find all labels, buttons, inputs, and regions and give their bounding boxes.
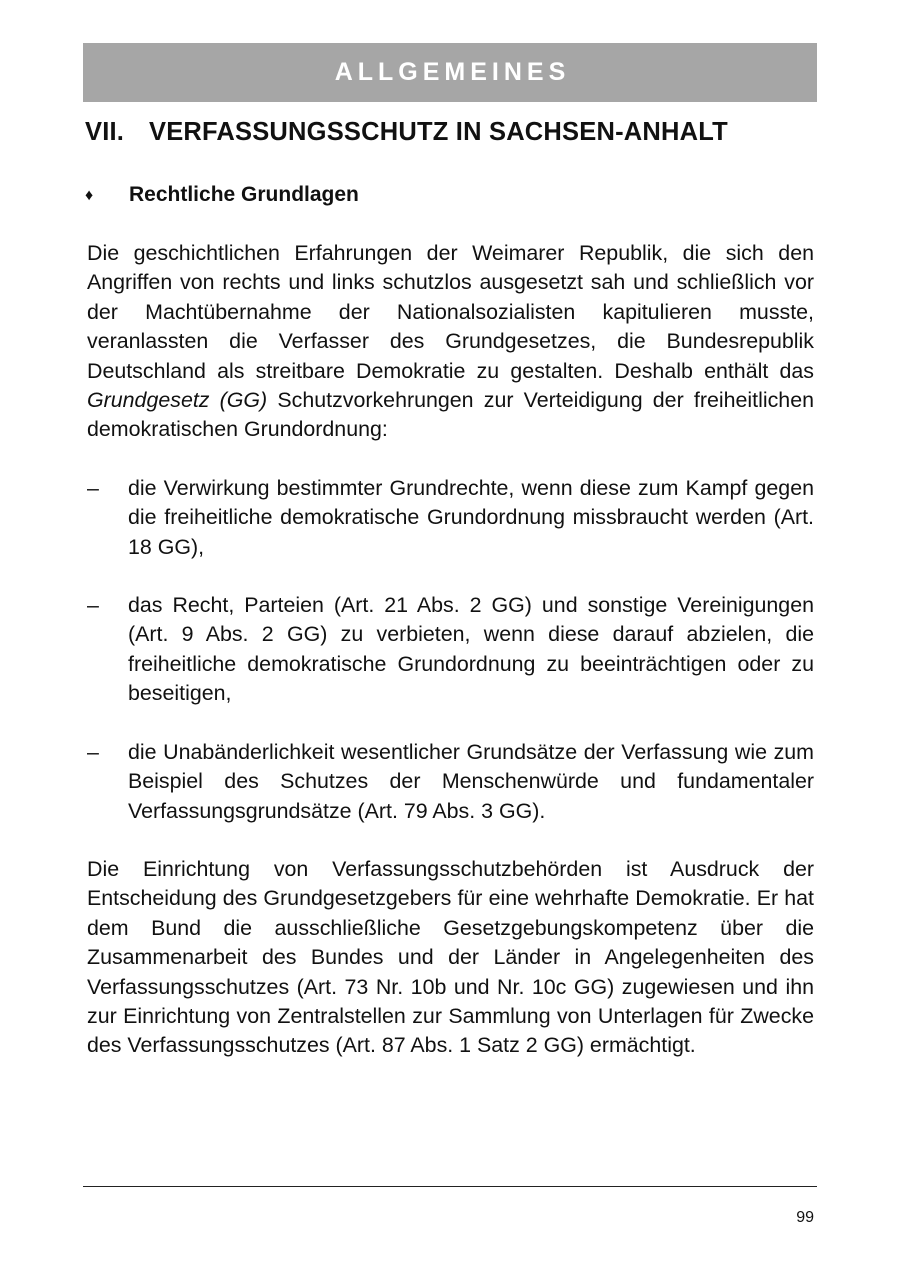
list-item-text: das Recht, Parteien (Art. 21 Abs. 2 GG) und sonstige Vereinigungen (Art. 9 Abs. 2 GG) zu verbieten, wenn diese darauf abzielen, die freiheitliche demokratische Grundordnung zu beeinträchtigen oder zu beseitigen, bbox=[128, 593, 814, 706]
section-heading-text: Rechtliche Grundlagen bbox=[129, 183, 359, 206]
list-item-text: die Unabänderlichkeit wesentlicher Grundsätze der Verfassung wie zum Beispiel des Schutzes der Menschenwürde und fundamentaler Verfassungsgrundsätze (Art. 79 Abs. 3 GG). bbox=[128, 739, 814, 823]
diamond-bullet-icon: ♦ bbox=[85, 187, 94, 204]
list-item bbox=[87, 738, 814, 826]
body-content bbox=[87, 239, 814, 1061]
list-item bbox=[87, 591, 814, 709]
list-item-text: die Verwirkung bestimmter Grundrechte, wenn diese zum Kampf gegen die freiheitliche demokratische Grundordnung missbraucht werden (Art. 18 GG), bbox=[128, 475, 814, 559]
intro-paragraph-text-end: Schutzvorkehrungen zur Verteidigung der freiheitlichen demokratischen Grundordnung: bbox=[87, 388, 814, 442]
section-header-bar bbox=[83, 43, 817, 102]
closing-paragraph: Die Einrichtung von Verfassungsschutzbehörden ist Ausdruck der Entscheidung des Grundgesetzgebers für eine wehrhafte Demokratie. Er hat dem Bund die ausschließliche Gesetzgebungskompetenz über die Zusammenarbeit des Bundes und der Länder in Angelegenheiten des Verfassungsschutzes (Art. 73 Nr. 10b und Nr. 10c GG) zugewiesen und ihn zur Einrichtung von Zentralstellen zur Sammlung von Unterlagen für Zwecke des Verfassungsschutzes (Art. 87 Abs. 1 Satz 2 GG) ermächtigt. bbox=[87, 856, 814, 1058]
section-heading bbox=[85, 183, 359, 207]
section-header-label: ALLGEMEINES bbox=[334, 58, 571, 86]
list-item bbox=[87, 474, 814, 562]
footer-divider bbox=[83, 1186, 817, 1187]
page-number: 99 bbox=[796, 1209, 814, 1226]
dash-bullet-icon: – bbox=[87, 593, 99, 618]
intro-paragraph-text: Die geschichtlichen Erfahrungen der Weimarer Republik, die sich den Angriffen von rechts und links schutzlos ausgesetzt sah und schließlich vor der Machtübernahme der Nationalsozialisten kapitulieren musste, veranlassten die Verfasser des Grundgesetzes, die Bundesrepublik Deutschland als streitbare Demokratie zu gestalten. Deshalb enthält das bbox=[87, 241, 814, 383]
intro-paragraph-emphasis: Grundgesetz (GG) bbox=[87, 388, 268, 413]
chapter-title-text: VERFASSUNGSSCHUTZ IN SACHSEN-ANHALT bbox=[149, 118, 728, 146]
chapter-title bbox=[85, 118, 728, 147]
dash-bullet-icon: – bbox=[87, 739, 99, 764]
dash-bullet-icon: – bbox=[87, 475, 99, 500]
intro-paragraph bbox=[87, 239, 814, 445]
chapter-number: VII. bbox=[85, 118, 125, 146]
